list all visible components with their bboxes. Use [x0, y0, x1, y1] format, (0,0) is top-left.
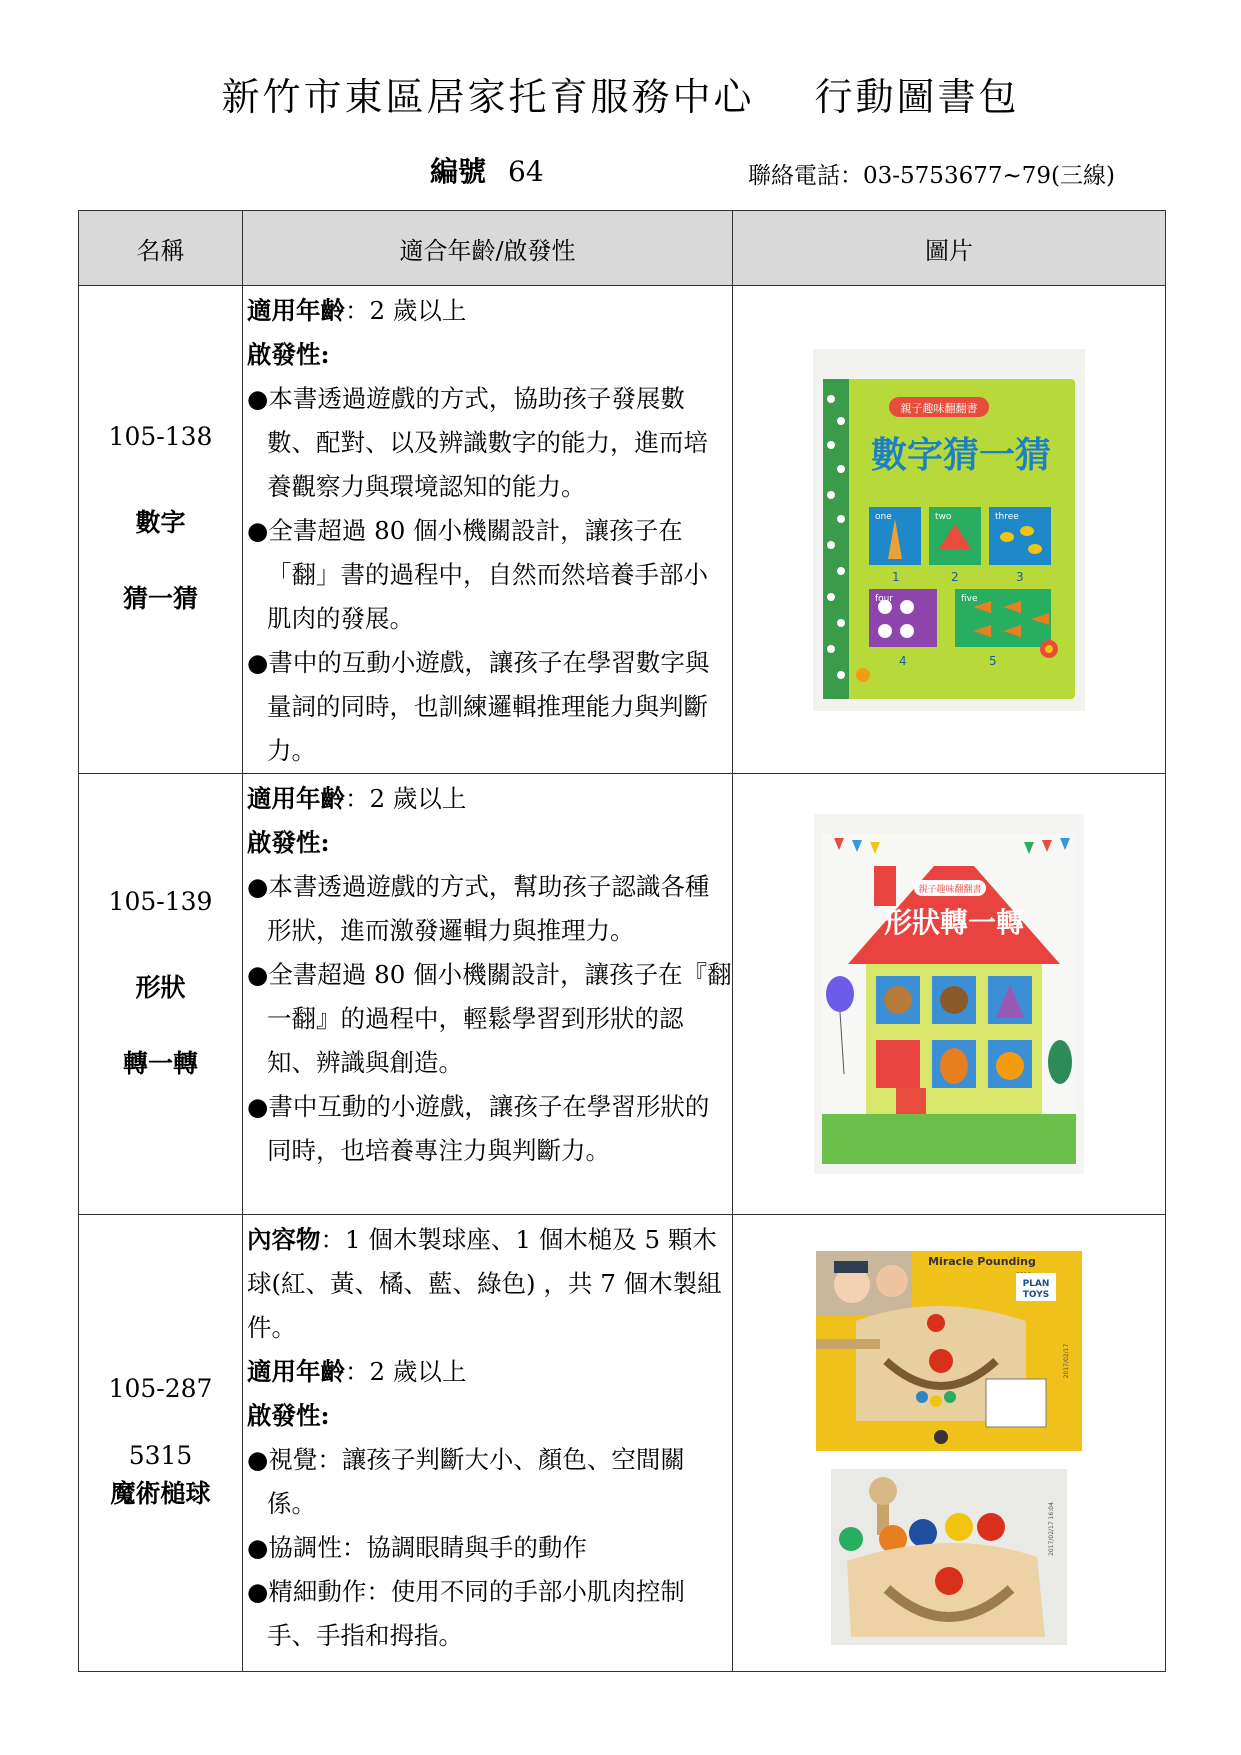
date-stamp: 2017/02/17 [1063, 1343, 1070, 1379]
content-label: 內容物 [247, 1225, 321, 1254]
item-name-line1: 5315 [128, 1440, 193, 1470]
inspiration-label: 啟發性: [247, 340, 330, 369]
word-five: five [961, 593, 978, 604]
item-name-line2: 轉一轉 [122, 1048, 198, 1078]
cover-title-text: 形狀轉一轉 [883, 906, 1025, 939]
table-row [79, 774, 1166, 1215]
item-description [243, 774, 733, 1215]
book-cover-number-guess [813, 349, 1085, 711]
table-row [79, 1215, 1166, 1672]
header-age-inspiration: 適合年齡/啟發性 [243, 211, 733, 286]
picture-cell [733, 1215, 1166, 1672]
item-name-cell [79, 1215, 243, 1672]
item-code: 105-139 [108, 886, 213, 916]
age-label: 適用年齡 [247, 1357, 345, 1386]
word-four: four [875, 593, 894, 604]
item-name-line1: 數字 [135, 508, 186, 537]
item-code: 105-287 [108, 1373, 213, 1403]
bullet-item: ●精細動作：使用不同的手部小肌肉控制手、手指和拇指。 [247, 1577, 685, 1650]
bullet-item: ●書中的互動小遊戲，讓孩子在學習數字與量詞的同時，也訓練邏輯推理能力與判斷力。 [247, 648, 710, 765]
bullet-item: ●書中互動的小遊戲，讓孩子在學習形狀的同時，也培養專注力與判斷力。 [247, 1092, 710, 1165]
digit-1: 1 [892, 569, 900, 584]
digit-4: 4 [899, 653, 907, 668]
box-product-name: Miracle Pounding [928, 1255, 1036, 1268]
serial-value: 64 [508, 155, 544, 188]
word-one: one [875, 511, 892, 522]
table-header-row [79, 211, 1166, 286]
serial-label: 編號 [430, 155, 487, 188]
table-row [79, 286, 1166, 774]
serial-number [430, 150, 544, 190]
item-name-line2: 魔術槌球 [110, 1478, 211, 1508]
cover-title-text: 數字猜一猜 [870, 434, 1052, 476]
document-title: 行動圖書包 [814, 75, 1020, 119]
toy-photo [831, 1469, 1067, 1645]
bullet-item: ●全書超過 80 個小機關設計，讓孩子在『翻一翻』的過程中，輕鬆學習到形狀的認知、辨識與創造。 [247, 960, 732, 1077]
bullet-item: ●本書透過遊戲的方式，協助孩子發展數數、配對、以及辨識數字的能力，進而培養觀察力與環境認知的能力。 [247, 384, 708, 501]
age-value: ：2 歲以上 [345, 784, 467, 813]
content-value: ：1 個木製球座、1 個木槌及 5 顆木球(紅、黃、橘、藍、綠色) ，共 7 個木製組件。 [247, 1225, 722, 1342]
inspiration-label: 啟發性: [247, 1401, 330, 1430]
item-name-line1: 形狀 [135, 972, 186, 1002]
item-name-cell [79, 774, 243, 1215]
item-description [243, 1215, 733, 1672]
digit-5: 5 [989, 653, 997, 668]
age-value: ：2 歲以上 [345, 296, 467, 325]
item-description [243, 286, 733, 774]
age-label: 適用年齡 [247, 784, 345, 813]
picture-cell [733, 774, 1166, 1215]
word-three: three [995, 511, 1019, 522]
inspiration-label: 啟發性: [247, 828, 330, 857]
bullet-item: ●協調性：協調眼睛與手的動作 [247, 1533, 587, 1562]
age-label: 適用年齡 [247, 296, 345, 325]
bullet-item: ●視覺：讓孩子判斷大小、顏色、空間關係。 [247, 1445, 685, 1518]
digit-2: 2 [951, 569, 959, 584]
bullet-item: ●本書透過遊戲的方式，幫助孩子認識各種形狀，進而激發邏輯力與推理力。 [247, 872, 710, 945]
brand-line2: TOYS [1022, 1290, 1050, 1300]
item-name-line2: 猜一猜 [122, 584, 198, 613]
page-title [0, 66, 1241, 121]
book-table [78, 210, 1166, 1672]
digit-3: 3 [1016, 569, 1024, 584]
picture-cell [733, 286, 1166, 774]
photo-date-stamp: 2017/02/17 16:04 [1048, 1502, 1055, 1556]
word-two: two [935, 511, 952, 522]
age-value: ：2 歲以上 [345, 1357, 467, 1386]
bullet-item: ●全書超過 80 個小機關設計，讓孩子在「翻」書的過程中，自然而然培養手部小肌肉的發展。 [247, 516, 708, 633]
contact-phone: 聯絡電話：03-5753677~79(三線) [748, 163, 1115, 189]
book-cover-shape-turn [814, 814, 1084, 1174]
toy-box-photo [816, 1251, 1082, 1451]
cover-series-text: 親子趣味翻翻書 [918, 885, 982, 895]
header-name: 名稱 [79, 211, 243, 286]
center-name: 新竹市東區居家托育服務中心 [221, 75, 755, 119]
header-picture: 圖片 [733, 211, 1166, 286]
item-code: 105-138 [108, 422, 213, 451]
brand-line1: PLAN [1022, 1279, 1050, 1289]
item-name-cell [79, 286, 243, 774]
cover-series-text: 親子趣味翻翻書 [900, 401, 978, 415]
